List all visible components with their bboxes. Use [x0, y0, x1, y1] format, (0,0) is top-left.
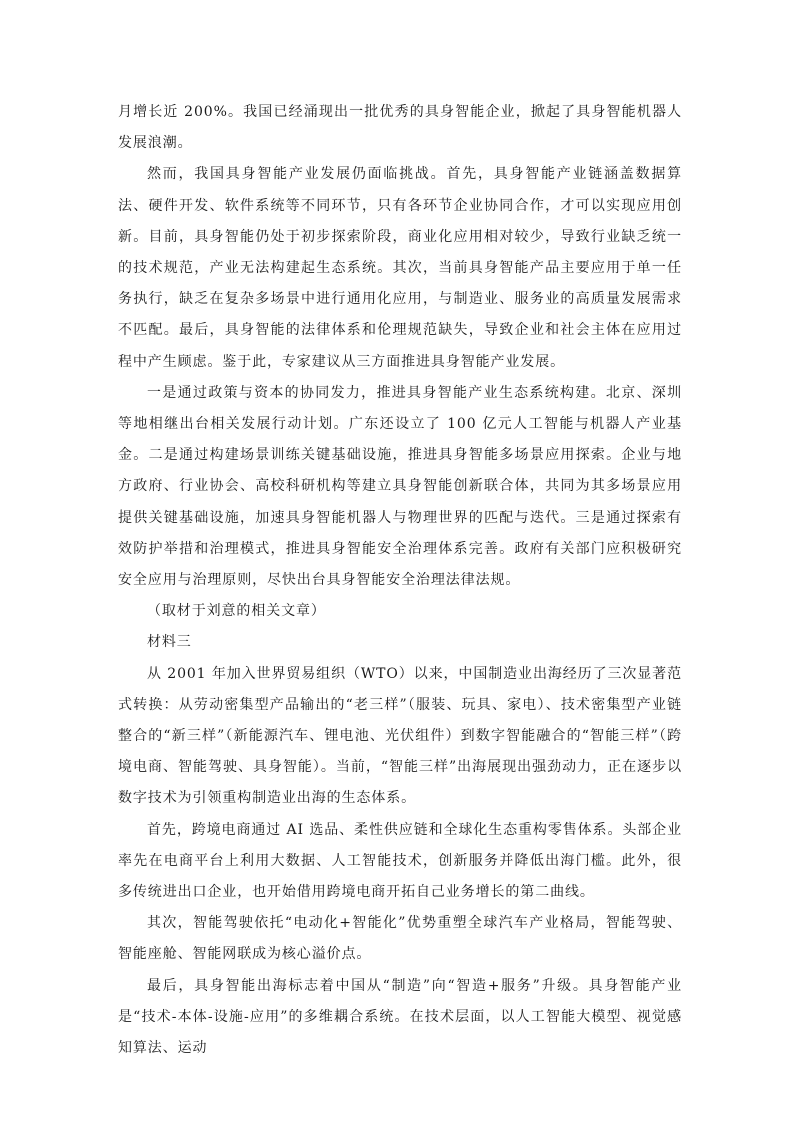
paragraph-6: 其次，智能驾驶依托“电动化+智能化”优势重塑全球汽车产业格局，智能驾驶、智能座舱、智能网联成为核心溢价点。 — [118, 915, 682, 963]
paragraph-3: 一是通过政策与资本的协同发力，推进具身智能产业生态系统构建。北京、深圳等地相继出台相关发展行动计划。广东还设立了 100 亿元人工智能与机器人产业基金。二是通过构建场景训练关键基础设施，推进具身智能多场景应用探索。企业与地方政府、行业协会、高校科研机构等建立具身智能创新联合体，共同为其多场景应用提供关键基础设施，加速具身智能机器人与物理世界的匹配与迭代。三是通过探索有效防护举措和治理模式，推进具身智能安全治理体系完善。政府有关部门应积极研究安全应用与治理原则，尽快出台具身智能安全治理法律法规。 — [118, 384, 682, 589]
paragraph-5: 首先，跨境电商通过 AI 选品、柔性供应链和全球化生态重构零售体系。头部企业率先在电商平台上利用大数据、人工智能技术，创新服务并降低出海门槛。此外，很多传统进出口企业，也开始借用跨境电商开拓自己业务增长的第二曲线。 — [118, 821, 682, 901]
paragraph-2: 然而，我国具身智能产业发展仍面临挑战。首先，具身智能产业链涵盖数据算法、硬件开发、软件系统等不同环节，只有各环节企业协同合作，才可以实现应用创新。目前，具身智能仍处于初步探索阶段，商业化应用相对较少，导致行业缺乏统一的技术规范，产业无法构建起生态系统。其次，当前具身智能产品主要应用于单一任务执行，缺乏在复杂多场景中进行通用化应用，与制造业、服务业的高质量发展需求不匹配。最后，具身智能的法律体系和伦理规范缺失，导致企业和社会主体在应用过程中产生顾虑。鉴于此，专家建议从三方面推进具身智能产业发展。 — [118, 166, 682, 370]
source-note: （取材于刘意的相关文章） — [147, 603, 326, 620]
paragraph-4: 从 2001 年加入世界贸易组织（WTO）以来，中国制造业出海经历了三次显著范式转换：从劳动密集型产品输出的“老三样”（服装、玩具、家电）、技术密集型产业链整合的“新三样”（新能源汽车、锂电池、光伏组件）到数字智能融合的“智能三样”（跨境电商、智能驾驶、具身智能）。当前，“智能三样”出海展现出强劲动力，正在逐步以数字技术为引领重构制造业出海的生态体系。 — [118, 665, 682, 807]
paragraph-1: 月增长近 200%。我国已经涌现出一批优秀的具身智能企业，掀起了具身智能机器人发展浪潮。 — [118, 104, 682, 152]
section-heading: 材料三 — [147, 634, 192, 651]
paragraph-7: 最后，具身智能出海标志着中国从“制造”向“智造+服务”升级。具身智能产业是“技术-本体-设施-应用”的多维耦合系统。在技术层面，以人工智能大模型、视觉感知算法、运动 — [118, 977, 682, 1057]
